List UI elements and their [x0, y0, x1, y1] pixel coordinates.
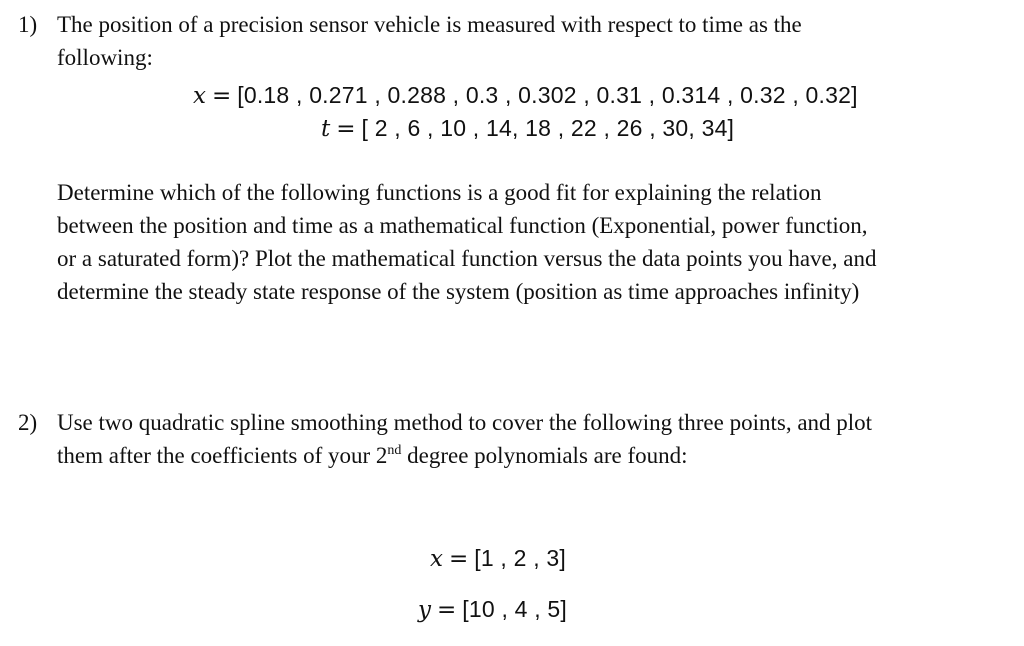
ordinal-superscript: nd	[387, 443, 402, 458]
question-2-line-text: them after the coefficients of your 2	[57, 443, 388, 468]
question-2-line	[57, 439, 1007, 472]
question-1-body-line: determine the steady state response of the system (position as time approaches infinity)	[57, 279, 860, 304]
equation-operator: =	[336, 116, 356, 142]
equation-operator: =	[437, 597, 457, 623]
question-1-body-line: between the position and time as a mathematical function (Exponential, power function,	[57, 213, 868, 238]
equation-vector: [ 2 , 6 , 10 , 14, 18 , 22 , 26 , 30, 34]	[361, 115, 735, 141]
question-2-number: 2)	[18, 410, 38, 435]
equation-operator: =	[211, 83, 232, 109]
equation-variable: y	[418, 597, 431, 623]
question-1-intro	[57, 8, 1007, 74]
question-1-number: 1)	[18, 12, 38, 37]
equation-variable: x	[430, 546, 443, 572]
equation-vector: [0.18 , 0.271 , 0.288 , 0.3 , 0.302 , 0.31 , 0.314 , 0.32 , 0.32]	[237, 82, 858, 108]
question-2-text	[57, 406, 1007, 472]
question-2-line-text: degree polynomials are found:	[401, 443, 688, 468]
question-1-body	[57, 176, 1007, 308]
question-1-body-line: Determine which of the following functions is a good fit for explaining the relation	[57, 180, 822, 205]
question-1-intro-line: following:	[57, 45, 153, 70]
equation-t-times	[321, 112, 734, 145]
equation-vector: [1 , 2 , 3]	[474, 545, 566, 571]
equation-variable: t	[321, 116, 331, 142]
equation-x-positions	[193, 79, 858, 112]
equation-operator: =	[448, 546, 469, 572]
question-2-line: Use two quadratic spline smoothing method to cover the following three points, and plot	[57, 410, 873, 435]
equation-y-points	[418, 593, 567, 626]
equation-x-points	[430, 542, 566, 575]
question-1-body-line: or a saturated form)? Plot the mathematical function versus the data points you have, and	[57, 246, 877, 271]
equation-vector: [10 , 4 , 5]	[462, 596, 567, 622]
equation-variable: x	[193, 83, 206, 109]
question-1-intro-line: The position of a precision sensor vehicle is measured with respect to time as the	[57, 12, 802, 37]
